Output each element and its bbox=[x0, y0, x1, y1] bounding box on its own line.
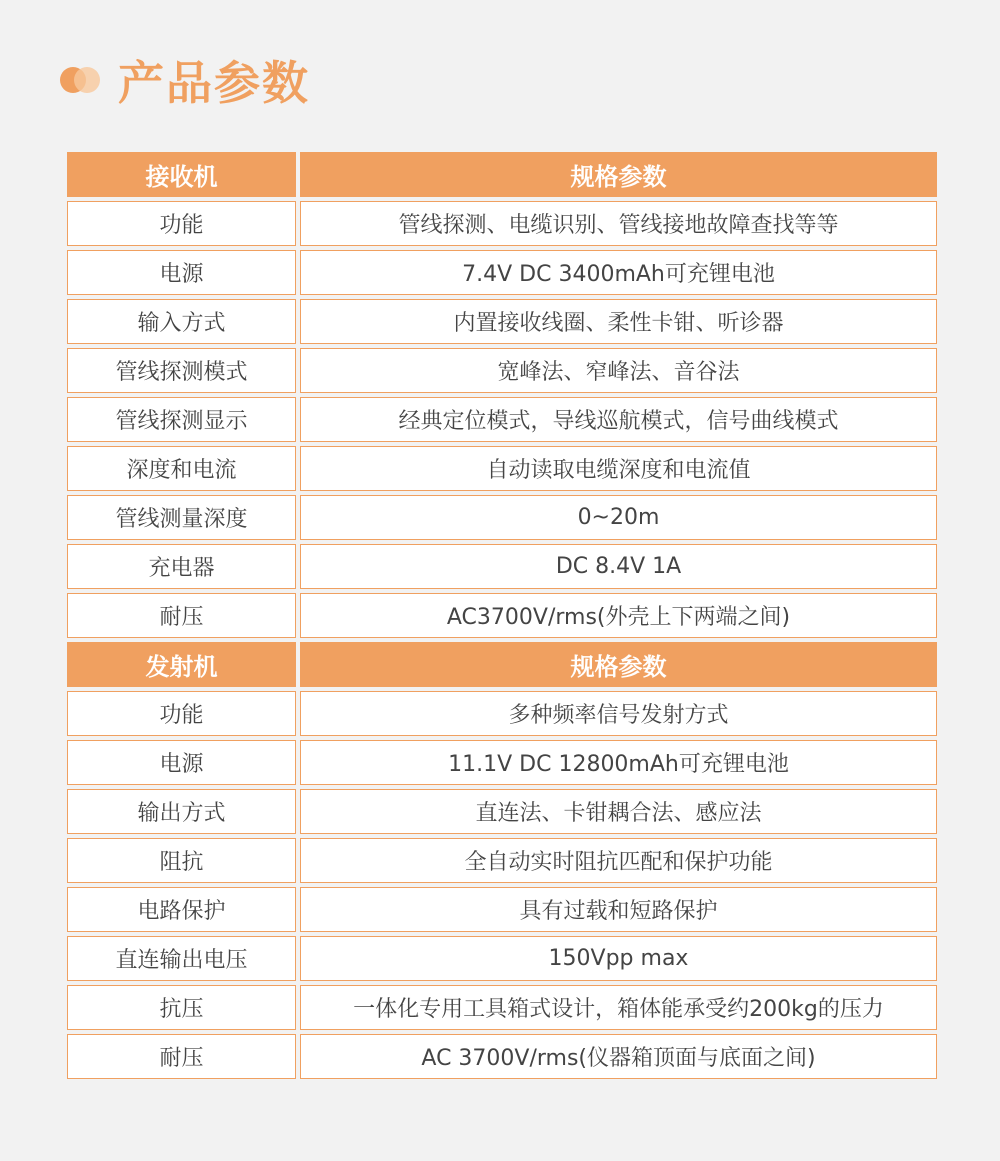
table-row bbox=[67, 740, 937, 785]
row-value: 宽峰法、窄峰法、音谷法 bbox=[300, 348, 937, 393]
row-label: 管线测量深度 bbox=[67, 495, 296, 540]
receiver-header-spec: 规格参数 bbox=[300, 152, 937, 197]
row-value: 经典定位模式，导线巡航模式，信号曲线模式 bbox=[300, 397, 937, 442]
page-header bbox=[60, 50, 310, 110]
row-label: 直连输出电压 bbox=[67, 936, 296, 981]
row-value: 管线探测、电缆识别、管线接地故障查找等等 bbox=[300, 201, 937, 246]
table-row bbox=[67, 201, 937, 246]
spec-table bbox=[67, 152, 937, 1083]
row-value: AC3700V/rms(外壳上下两端之间) bbox=[300, 593, 937, 638]
row-value: 多种频率信号发射方式 bbox=[300, 691, 937, 736]
transmitter-header-spec: 规格参数 bbox=[300, 642, 937, 687]
table-row bbox=[67, 985, 937, 1030]
row-label: 管线探测模式 bbox=[67, 348, 296, 393]
transmitter-header-row bbox=[67, 642, 937, 687]
row-label: 功能 bbox=[67, 691, 296, 736]
table-row bbox=[67, 936, 937, 981]
row-value: 7.4V DC 3400mAh可充锂电池 bbox=[300, 250, 937, 295]
row-label: 输入方式 bbox=[67, 299, 296, 344]
receiver-header-name: 接收机 bbox=[67, 152, 296, 197]
row-value: DC 8.4V 1A bbox=[300, 544, 937, 589]
row-label: 输出方式 bbox=[67, 789, 296, 834]
table-row bbox=[67, 887, 937, 932]
row-value: 一体化专用工具箱式设计，箱体能承受约200kg的压力 bbox=[300, 985, 937, 1030]
table-row bbox=[67, 593, 937, 638]
row-value: 具有过载和短路保护 bbox=[300, 887, 937, 932]
row-value: 自动读取电缆深度和电流值 bbox=[300, 446, 937, 491]
page-title: 产品参数 bbox=[118, 56, 310, 110]
row-label: 阻抗 bbox=[67, 838, 296, 883]
row-label: 深度和电流 bbox=[67, 446, 296, 491]
row-value: AC 3700V/rms(仪器箱顶面与底面之间) bbox=[300, 1034, 937, 1079]
row-label: 管线探测显示 bbox=[67, 397, 296, 442]
row-value: 直连法、卡钳耦合法、感应法 bbox=[300, 789, 937, 834]
table-row bbox=[67, 691, 937, 736]
table-row bbox=[67, 348, 937, 393]
table-row bbox=[67, 446, 937, 491]
row-label: 充电器 bbox=[67, 544, 296, 589]
row-label: 电路保护 bbox=[67, 887, 296, 932]
row-value: 全自动实时阻抗匹配和保护功能 bbox=[300, 838, 937, 883]
table-row bbox=[67, 544, 937, 589]
receiver-header-row bbox=[67, 152, 937, 197]
table-row bbox=[67, 250, 937, 295]
row-value: 内置接收线圈、柔性卡钳、听诊器 bbox=[300, 299, 937, 344]
table-row bbox=[67, 1034, 937, 1079]
row-label: 耐压 bbox=[67, 593, 296, 638]
table-row bbox=[67, 397, 937, 442]
row-value: 0~20m bbox=[300, 495, 937, 540]
row-label: 电源 bbox=[67, 740, 296, 785]
bullet-dots-icon bbox=[60, 65, 104, 95]
row-value: 150Vpp max bbox=[300, 936, 937, 981]
transmitter-header-name: 发射机 bbox=[67, 642, 296, 687]
table-row bbox=[67, 838, 937, 883]
row-label: 功能 bbox=[67, 201, 296, 246]
row-label: 电源 bbox=[67, 250, 296, 295]
table-row bbox=[67, 299, 937, 344]
table-row bbox=[67, 789, 937, 834]
row-value: 11.1V DC 12800mAh可充锂电池 bbox=[300, 740, 937, 785]
row-label: 抗压 bbox=[67, 985, 296, 1030]
table-row bbox=[67, 495, 937, 540]
row-label: 耐压 bbox=[67, 1034, 296, 1079]
